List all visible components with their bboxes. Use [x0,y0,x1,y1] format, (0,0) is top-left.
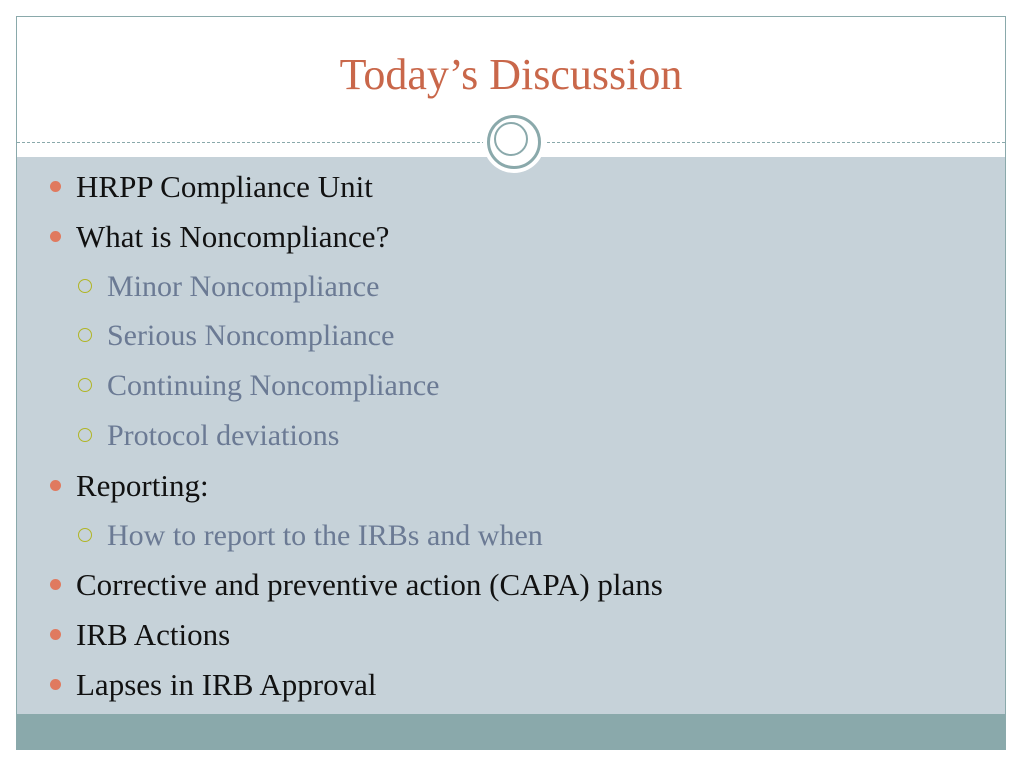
bullet-text: IRB Actions [76,617,231,653]
bullet-circle-icon [78,428,92,442]
sub-list-item [17,411,1005,461]
footer-band [17,714,1005,749]
bullet-text: What is Noncompliance? [76,218,390,254]
sub-bullet-text: Protocol deviations [107,418,340,452]
slide-title: Today’s Discussion [339,50,683,99]
bullet-dot-icon [50,679,61,690]
list-item [17,461,1005,511]
sub-list-item [17,311,1005,361]
slide [16,16,1006,750]
circle-ornament-inner [494,122,528,156]
list-item [17,212,1005,262]
bullet-dot-icon [50,181,61,192]
bullet-circle-icon [78,328,92,342]
list-item [17,162,1005,212]
bullet-dot-icon [50,629,61,640]
bullet-text: Reporting: [76,467,209,503]
bullet-circle-icon [78,378,92,392]
bullet-dot-icon [50,579,61,590]
sub-list-item [17,262,1005,312]
sub-bullet-text: Continuing Noncompliance [107,369,440,403]
sub-list-item [17,511,1005,561]
list-item [17,560,1005,610]
bullet-list [17,162,1005,710]
bullet-circle-icon [78,528,92,542]
list-item [17,660,1005,710]
bullet-dot-icon [50,231,61,242]
sub-list-item [17,361,1005,411]
bullet-dot-icon [50,480,61,491]
bullet-circle-icon [78,279,92,293]
bullet-text: HRPP Compliance Unit [76,169,373,204]
sub-bullet-text: How to report to the IRBs and when [107,518,543,552]
list-item [17,610,1005,660]
sub-bullet-text: Minor Noncompliance [107,269,380,303]
sub-bullet-text: Serious Noncompliance [107,319,395,353]
bullet-text: Lapses in IRB Approval [76,666,377,702]
bullet-text: Corrective and preventive action (CAPA) plans [76,567,663,603]
